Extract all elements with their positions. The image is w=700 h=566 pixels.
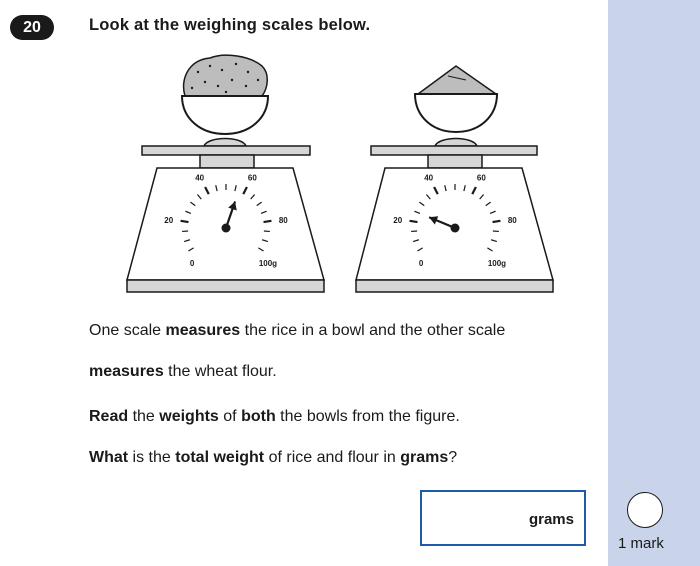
- dial-label: 20: [164, 215, 174, 225]
- text-line-1: One scale measures the rice in a bowl and the other scale: [89, 322, 506, 339]
- dial-label: 80: [278, 215, 288, 225]
- dial-tick: [410, 221, 418, 222]
- text-line-4: What is the total weight of rice and flour in grams?: [89, 449, 458, 466]
- flour-scale: [356, 66, 553, 292]
- mark-margin-strip: [608, 0, 700, 566]
- dial-label: 0: [189, 258, 195, 268]
- dial-label: 100g: [258, 258, 278, 268]
- dial-label: 60: [476, 173, 486, 183]
- question-number-badge: 20: [10, 15, 54, 40]
- text-line-2: measures the wheat flour.: [89, 363, 277, 380]
- text-line-3: Read the weights of both the bowls from the figure.: [89, 408, 460, 425]
- question-title: Look at the weighing scales below.: [89, 16, 371, 34]
- dial-tick: [493, 221, 501, 222]
- dial-hub: [451, 224, 460, 233]
- dial-label: 40: [195, 173, 205, 183]
- dial-tick: [264, 221, 272, 222]
- rice-scale: [127, 55, 324, 292]
- dial-label: 40: [424, 173, 434, 183]
- weighing-scales-figure: [0, 0, 608, 300]
- rice-bowl: [182, 96, 268, 134]
- mark-circle: [627, 492, 663, 528]
- dial-hub: [222, 224, 231, 233]
- answer-input-box[interactable]: [420, 490, 586, 546]
- dial-tick: [181, 221, 189, 222]
- dial-label: 60: [247, 173, 257, 183]
- rice-pile: [184, 55, 268, 96]
- mark-label: 1 mark: [618, 535, 664, 552]
- answer-unit-label: grams: [528, 511, 574, 528]
- dial-label: 100g: [487, 258, 507, 268]
- dial-label: 0: [418, 258, 424, 268]
- dial-label: 80: [507, 215, 517, 225]
- flour-pile: [418, 66, 496, 94]
- dial-label: 20: [393, 215, 403, 225]
- flour-bowl: [415, 94, 497, 132]
